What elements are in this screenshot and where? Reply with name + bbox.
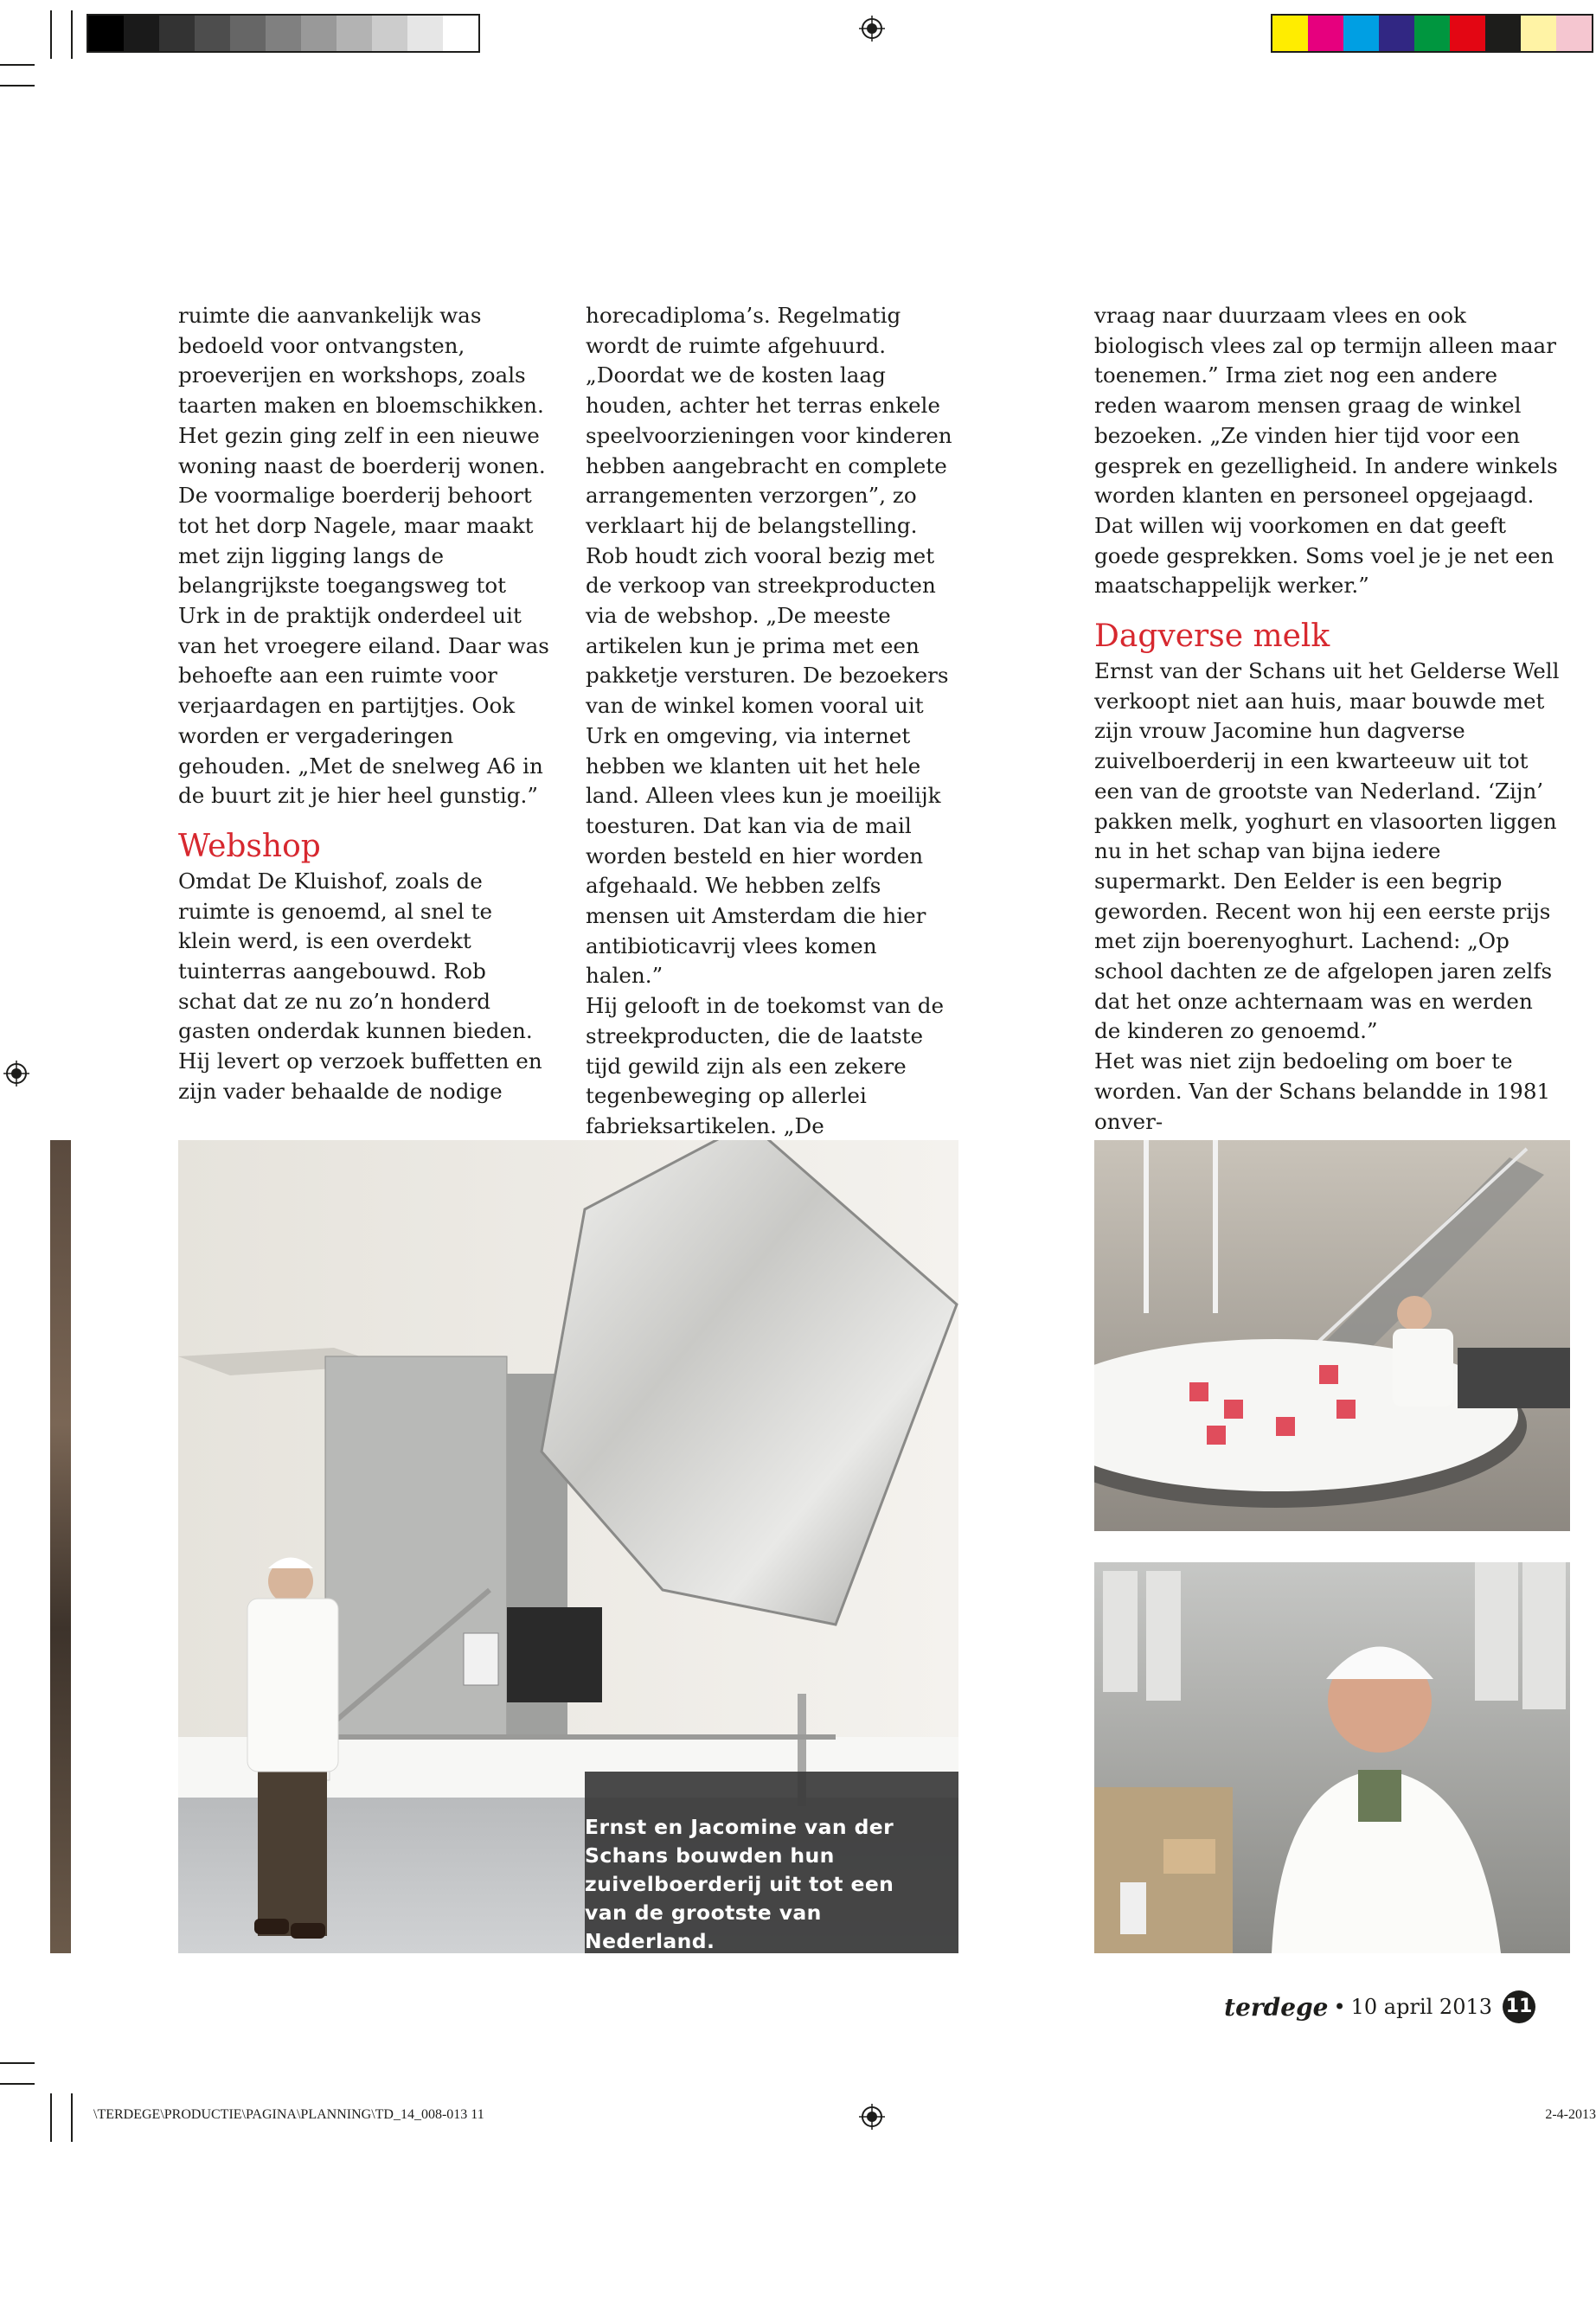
paragraph: Het gezin ging zelf in een nieuwe woning naast de boerderij wonen. De voormalige boerderij behoort tot het dorp Nagele, maar maakt met zijn ligging langs de belangrijkste toegangsweg tot Urk in de praktijk onderdeel uit van het vroegere eiland. Daar was behoefte aan een ruimte voor verjaardagen en partijtjes. Ook worden er vergaderingen gehouden. „Met de snelweg A6 in de buurt zit je hier heel gunstig.”: [178, 422, 549, 809]
color-swatch: [1308, 16, 1343, 51]
color-swatch: [407, 16, 443, 51]
issue-date: 10 april 2013: [1350, 1995, 1492, 2019]
paragraph: Rob houdt zich vooral bezig met de verkoop van streekproducten via de webshop. „De meeste artikelen kun je prima met een pakketje versturen. De bezoekers van de winkel komen vooral uit Urk en omgeving, via internet hebben we klanten uit het hele land. Alleen vlees kun je moeilijk toesturen. Dat kan via de mail worden besteld en hier worden afgehaald. We hebben zelfs mensen uit Amsterdam die hier antibioticavrij vlees komen halen.”: [586, 542, 949, 989]
color-swatch: [195, 16, 230, 51]
print-slug-path: \TERDEGE\PRODUCTIE\PAGINA\PLANNING\TD_14_008-013 11: [93, 2107, 484, 2122]
registration-mark-icon: [859, 16, 885, 42]
registration-mark-icon: [3, 1061, 29, 1086]
photo-yoghurt-filling-table: [1094, 1140, 1570, 1531]
footer-separator: •: [1333, 1995, 1346, 2019]
color-swatch: [159, 16, 195, 51]
color-swatch: [372, 16, 407, 51]
crop-mark: [50, 10, 52, 59]
greyscale-color-bar: [87, 14, 480, 53]
photo-caption: Ernst en Jacomine van der Schans bouwden hun zuivelboerderij uit tot een van de grootste van Nederland.: [585, 1815, 894, 1953]
crop-mark: [71, 2093, 73, 2142]
section-heading-dagverse-melk: Dagverse melk: [1094, 619, 1330, 655]
photo-portrait-in-factory: [1094, 1562, 1570, 1953]
section-heading-webshop: Webshop: [178, 828, 321, 864]
color-swatch: [1343, 16, 1379, 51]
paragraph: ruimte die aanvankelijk was bedoeld voor ontvangsten, proeverijen en workshops, zoals taarten maken en bloemschikken.: [178, 303, 544, 419]
registration-mark-icon: [859, 2104, 885, 2130]
print-slug-date: 2-4-2013: [1545, 2107, 1596, 2122]
magazine-logo: terdege: [1224, 1992, 1329, 2022]
color-swatch: [443, 16, 478, 51]
adjacent-page-photo-edge: [50, 1140, 71, 1953]
paragraph: Ernst van der Schans uit het Gelderse Well verkoopt niet aan huis, maar bouwde met zijn vrouw Jacomine hun dagverse zuivelboerderij in een kwarteeuw uit tot een van de grootste van Nederland. ‘Zijn’ pakken melk, yoghurt en vlasoorten liggen nu in het schap van bijna iedere supermarkt. Den Eelder is een begrip geworden. Recent won hij een eerste prijs met zijn boerenyoghurt. Lachend: „Op school dachten ze de afgelopen jaren zelfs dat het onze achternaam was en werden de kinderen zo genoemd.”: [1094, 658, 1560, 1044]
color-swatch: [88, 16, 124, 51]
color-swatch: [1521, 16, 1556, 51]
color-swatch: [1450, 16, 1485, 51]
page-number: 11: [1503, 1990, 1535, 2023]
paragraph: Omdat De Kluishof, zoals de ruimte is genoemd, al snel te klein werd, is een overdekt tuinterras aangebouwd. Rob schat dat ze nu zo’n honderd gasten onderdak kunnen bieden. Hij levert op verzoek buffetten en zijn vader behaalde de nodige: [178, 868, 542, 1104]
article-column-left: [178, 301, 550, 1107]
crop-mark: [0, 85, 35, 87]
color-swatch: [301, 16, 337, 51]
color-swatch: [124, 16, 159, 51]
color-swatch: [1379, 16, 1414, 51]
crop-mark: [0, 2062, 35, 2064]
page-footer: [1224, 1990, 1535, 2023]
color-swatch: [230, 16, 266, 51]
crop-mark: [0, 64, 35, 66]
crop-mark: [71, 10, 73, 59]
paragraph: Hij gelooft in de toekomst van de streekproducten, die de laatste tijd gewild zijn als een zekere tegenbeweging op allerlei fabrieksartikelen. „De: [586, 993, 945, 1138]
crop-mark: [50, 2093, 52, 2142]
paragraph: horecadiploma’s. Regelmatig wordt de ruimte afgehuurd. „Doordat we de kosten laag houden, achter het terras enkele speelvoorzieningen voor kinderen hebben aangebracht en complete arrangementen verzorgen”, zo verklaart hij de belangstelling.: [586, 303, 952, 538]
color-swatch: [337, 16, 372, 51]
color-swatch: [1414, 16, 1450, 51]
paragraph: Het was niet zijn bedoeling om boer te worden. Van der Schans belandde in 1981 onver-: [1094, 1048, 1551, 1134]
color-swatch: [1556, 16, 1592, 51]
article-column-right: [1094, 301, 1561, 1137]
article-column-middle: [586, 301, 958, 1142]
color-swatch: [1485, 16, 1521, 51]
color-swatch: [266, 16, 301, 51]
crop-mark: [0, 2083, 35, 2085]
color-swatch: [1272, 16, 1308, 51]
process-color-bar: [1271, 14, 1593, 53]
paragraph: vraag naar duurzaam vlees en ook biologisch vlees zal op termijn alleen maar toenemen.” Irma ziet nog een andere reden waarom mensen graag de winkel bezoeken. „Ze vinden hier tijd voor een gesprek en gezelligheid. In andere winkels worden klanten en personeel opgejaagd. Dat willen wij voorkomen en dat geeft goede gesprekken. Soms voel je je net een maatschappelijk werker.”: [1094, 303, 1558, 599]
